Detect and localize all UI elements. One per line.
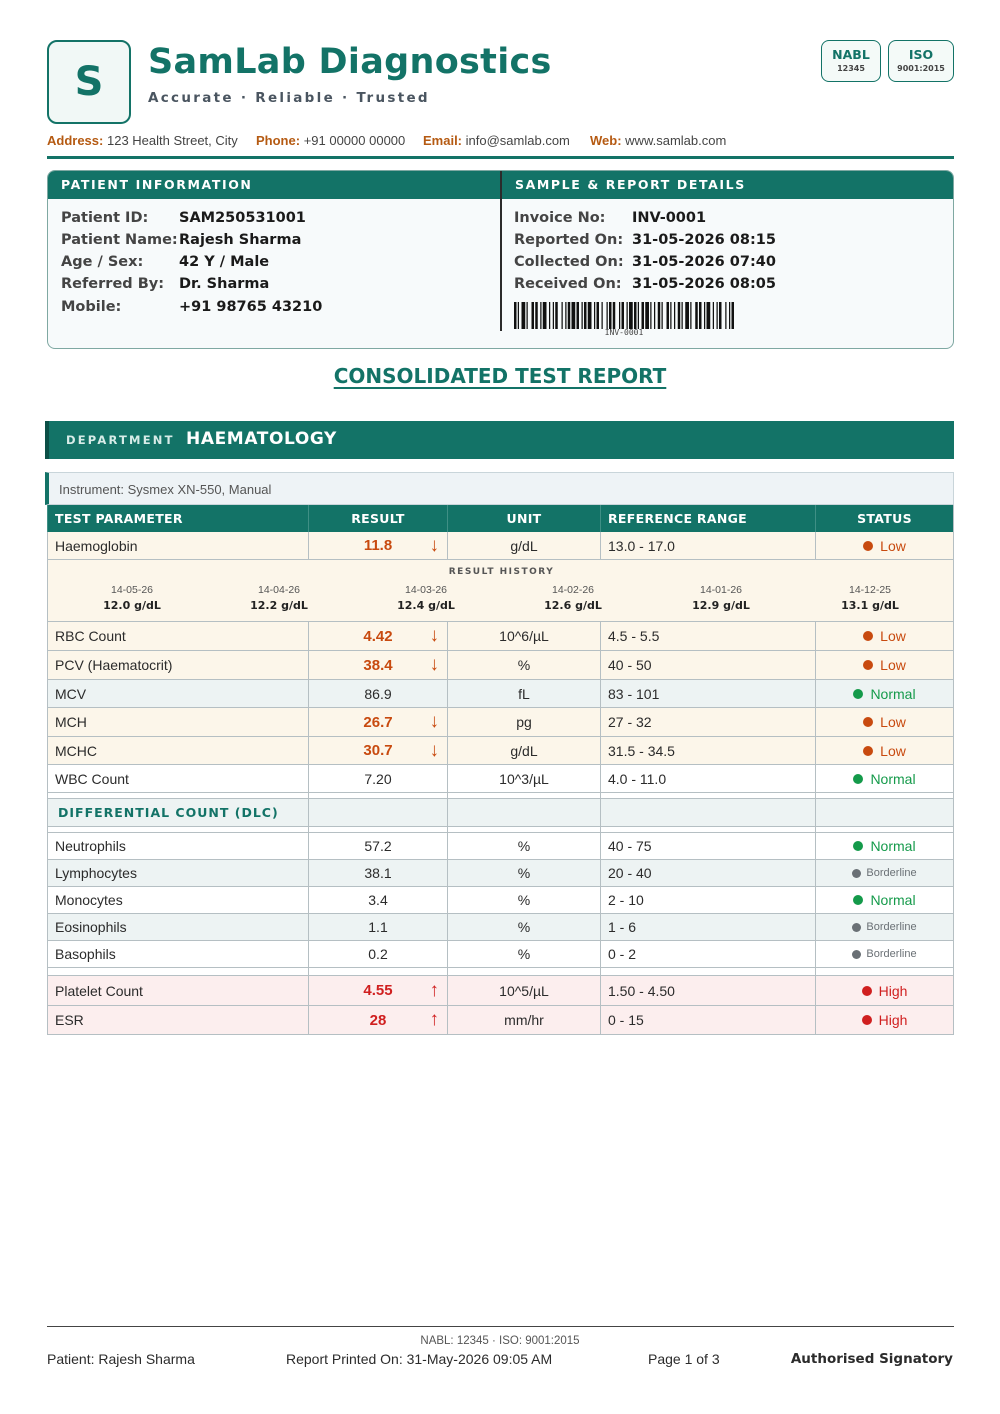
footer-divider bbox=[47, 1326, 954, 1327]
result-value: 1.1 bbox=[368, 919, 388, 935]
table-row bbox=[47, 860, 954, 887]
status-dot-icon bbox=[863, 717, 873, 727]
test-parameter: WBC Count bbox=[47, 765, 308, 792]
header-result: RESULT bbox=[308, 505, 447, 532]
result-cell bbox=[308, 860, 447, 886]
reference-range: 40 - 50 bbox=[600, 651, 815, 679]
result-value: 3.4 bbox=[368, 892, 388, 908]
barcode-bar bbox=[685, 302, 689, 329]
barcode-bar bbox=[535, 302, 538, 329]
dlc-section-row bbox=[47, 799, 954, 827]
empty-cell bbox=[447, 968, 600, 975]
status-dot-icon bbox=[853, 774, 863, 784]
result-cell bbox=[308, 1006, 447, 1034]
arrow-down-icon: ↓ bbox=[429, 625, 439, 646]
barcode-bar bbox=[707, 302, 711, 329]
instrument-info: Instrument: Sysmex XN-550, Manual bbox=[45, 472, 954, 505]
barcode-bar bbox=[584, 302, 587, 329]
barcode-bar bbox=[555, 302, 558, 329]
result-value: 26.7 bbox=[363, 713, 393, 731]
test-parameter: ESR bbox=[47, 1006, 308, 1034]
arrow-down-icon: ↓ bbox=[429, 711, 439, 732]
history-value: 12.0 g/dL bbox=[103, 599, 161, 612]
reference-range: 40 - 75 bbox=[600, 833, 815, 859]
result-history bbox=[47, 560, 954, 622]
table-row bbox=[47, 737, 954, 765]
result-value: 38.4 bbox=[363, 656, 393, 674]
barcode-bar bbox=[613, 302, 616, 329]
department-label: DEPARTMENT bbox=[66, 433, 175, 447]
history-value: 13.1 g/dL bbox=[841, 599, 899, 612]
status-badge bbox=[815, 860, 954, 886]
unit: % bbox=[447, 833, 600, 859]
reference-range: 83 - 101 bbox=[600, 680, 815, 707]
status-text: Normal bbox=[870, 838, 916, 854]
barcode bbox=[514, 302, 734, 329]
history-date: 14-03-26 bbox=[404, 584, 448, 596]
status-text: Low bbox=[880, 657, 906, 673]
result-cell bbox=[308, 737, 447, 764]
status-badge bbox=[815, 976, 954, 1005]
status-text: Low bbox=[880, 742, 906, 759]
barcode-bar bbox=[658, 302, 661, 329]
status-dot-icon bbox=[853, 841, 863, 851]
barcode-bar bbox=[629, 302, 633, 329]
reference-range: 1 - 6 bbox=[600, 914, 815, 940]
empty-cell bbox=[600, 827, 815, 832]
status-dot-icon bbox=[863, 746, 873, 756]
lab-logo: S bbox=[47, 40, 131, 124]
empty-cell bbox=[600, 799, 815, 826]
status-dot-icon bbox=[852, 950, 861, 959]
empty-cell bbox=[815, 827, 954, 832]
status-dot-icon bbox=[852, 869, 861, 878]
test-parameter: MCHC bbox=[47, 737, 308, 764]
header-divider bbox=[47, 156, 954, 159]
barcode-bar bbox=[609, 302, 612, 329]
barcode-bar bbox=[565, 302, 566, 329]
empty-cell bbox=[47, 793, 308, 798]
unit: 10^3/µL bbox=[447, 765, 600, 792]
footer-printed-on: Report Printed On: 31-May-2026 09:05 AM bbox=[286, 1351, 553, 1367]
reference-range: 4.5 - 5.5 bbox=[600, 622, 815, 650]
result-cell bbox=[308, 680, 447, 707]
reference-range: 2 - 10 bbox=[600, 887, 815, 913]
unit: % bbox=[447, 860, 600, 886]
status-badge bbox=[815, 1006, 954, 1034]
barcode-bar bbox=[678, 302, 681, 329]
table-row bbox=[47, 765, 954, 793]
barcode-bar bbox=[532, 302, 535, 329]
barcode-bar bbox=[582, 302, 583, 329]
result-cell bbox=[308, 651, 447, 679]
test-parameter: MCH bbox=[47, 708, 308, 736]
status-text: Normal bbox=[870, 892, 916, 908]
arrow-down-icon: ↓ bbox=[429, 739, 439, 761]
empty-cell bbox=[47, 827, 308, 832]
patient-info-heading: PATIENT INFORMATION bbox=[48, 171, 500, 199]
barcode-bar bbox=[634, 302, 637, 329]
reference-range: 31.5 - 34.5 bbox=[600, 737, 815, 764]
barcode-bar bbox=[522, 302, 526, 329]
barcode-bar bbox=[527, 302, 528, 329]
arrow-down-icon: ↓ bbox=[429, 654, 439, 675]
barcode-bar bbox=[577, 302, 580, 329]
arrow-up-icon: ↑ bbox=[429, 1009, 439, 1030]
barcode-text: INV-0001 bbox=[604, 328, 644, 337]
status-text: Low bbox=[880, 537, 906, 554]
status-text: Normal bbox=[870, 770, 916, 787]
barcode-bar bbox=[670, 302, 671, 329]
barcode-bar bbox=[594, 302, 595, 329]
status-text: Low bbox=[880, 714, 906, 730]
empty-cell bbox=[600, 793, 815, 798]
test-parameter: MCV bbox=[47, 680, 308, 707]
unit: fL bbox=[447, 680, 600, 707]
result-value: 57.2 bbox=[364, 838, 392, 854]
status-badge bbox=[815, 765, 954, 792]
header-reference-range: REFERENCE RANGE bbox=[600, 505, 815, 532]
status-badge bbox=[815, 887, 954, 913]
header-test-parameter: TEST PARAMETER bbox=[47, 505, 308, 532]
history-value: 12.9 g/dL bbox=[692, 599, 750, 612]
result-value: 4.55 bbox=[363, 982, 393, 999]
test-parameter: Basophils bbox=[47, 941, 308, 967]
status-text: High bbox=[878, 1012, 908, 1028]
empty-cell bbox=[815, 793, 954, 798]
barcode-bar bbox=[572, 302, 576, 329]
barcode-bar bbox=[729, 302, 730, 329]
barcode-bar bbox=[704, 302, 705, 329]
status-badge bbox=[815, 622, 954, 650]
table-spacer bbox=[47, 968, 954, 976]
barcode-bar bbox=[627, 302, 628, 329]
result-value: 38.1 bbox=[364, 865, 392, 881]
unit: g/dL bbox=[447, 737, 600, 764]
header-status: STATUS bbox=[815, 505, 954, 532]
barcode-bar bbox=[553, 302, 554, 329]
reference-range: 0 - 15 bbox=[600, 1006, 815, 1034]
history-value: 12.4 g/dL bbox=[397, 599, 455, 612]
barcode-bar bbox=[597, 302, 600, 329]
barcode-bar bbox=[622, 302, 625, 329]
barcode-bar bbox=[662, 302, 663, 329]
barcode-bar bbox=[638, 302, 639, 329]
patient-sample-box: PATIENT INFORMATION SAMPLE & REPORT DETAILS Patient ID: SAM250531001 Patient Name: Rajesh Sharma Age / Sex: 42 Y / Male Referred By: Dr. Sharma Mobile: +91 98765 43210 Invoice No: INV-0001 Reported On: 31-05-2026 08:15 Collected On: 31-05-2026 07:40 Received On: 31-05-2026 08:05 INV-0001 bbox=[47, 170, 954, 349]
result-cell bbox=[308, 708, 447, 736]
report-title: CONSOLIDATED TEST REPORT bbox=[333, 364, 667, 388]
status-dot-icon bbox=[853, 689, 863, 699]
test-parameter: Haemoglobin bbox=[47, 532, 308, 559]
footer-accreditation: NABL: 12345 · ISO: 9001:2015 bbox=[420, 1335, 580, 1347]
barcode-bar bbox=[588, 302, 592, 329]
barcode-bar bbox=[682, 302, 683, 329]
history-date: 14-01-26 bbox=[699, 584, 743, 596]
test-parameter: Platelet Count bbox=[47, 976, 308, 1005]
barcode-bar bbox=[540, 302, 541, 329]
badge-title: NABL bbox=[832, 47, 870, 62]
history-item bbox=[72, 584, 192, 612]
empty-cell bbox=[447, 827, 600, 832]
reference-range: 20 - 40 bbox=[600, 860, 815, 886]
barcode-bar bbox=[713, 302, 714, 329]
history-date: 14-02-26 bbox=[551, 584, 595, 596]
barcode-bar bbox=[514, 302, 517, 329]
empty-cell bbox=[308, 968, 447, 975]
lab-name: SamLab Diagnostics bbox=[148, 42, 552, 82]
barcode-bar bbox=[543, 302, 547, 329]
barcode-bar bbox=[642, 302, 645, 329]
reference-range: 1.50 - 4.50 bbox=[600, 976, 815, 1005]
empty-cell bbox=[308, 827, 447, 832]
status-text: Borderline bbox=[866, 948, 917, 960]
web-link[interactable]: Web: www.samlab.com bbox=[590, 133, 727, 148]
test-parameter: RBC Count bbox=[47, 622, 308, 650]
unit: % bbox=[447, 941, 600, 967]
address: Address: 123 Health Street, City bbox=[47, 133, 238, 148]
barcode-bar bbox=[667, 302, 670, 329]
empty-cell bbox=[308, 799, 447, 826]
history-item bbox=[661, 584, 781, 612]
result-history-title: RESULT HISTORY bbox=[448, 567, 555, 577]
info-divider bbox=[500, 171, 502, 331]
table-row bbox=[47, 833, 954, 860]
history-value: 12.6 g/dL bbox=[544, 599, 602, 612]
test-parameter: Eosinophils bbox=[47, 914, 308, 940]
history-item bbox=[219, 584, 339, 612]
barcode-bar bbox=[650, 302, 651, 329]
result-value: 4.42 bbox=[363, 627, 393, 645]
barcode-bar bbox=[674, 302, 675, 329]
barcode-bar bbox=[568, 302, 571, 329]
footer-signatory: Authorised Signatory bbox=[790, 1351, 953, 1367]
department-name: HAEMATOLOGY bbox=[186, 429, 337, 449]
reference-range: 27 - 32 bbox=[600, 708, 815, 736]
status-text: Borderline bbox=[866, 867, 917, 879]
arrow-down-icon: ↓ bbox=[429, 534, 439, 556]
iso-badge bbox=[888, 40, 954, 82]
barcode-bar bbox=[602, 302, 603, 329]
status-text: High bbox=[878, 982, 908, 999]
result-cell bbox=[308, 914, 447, 940]
status-dot-icon bbox=[853, 895, 863, 905]
result-value: 0.2 bbox=[368, 946, 388, 962]
barcode-bar bbox=[699, 302, 702, 329]
barcode-bar bbox=[562, 302, 563, 329]
barcode-bar bbox=[695, 302, 698, 329]
status-badge bbox=[815, 651, 954, 679]
badge-title: ISO bbox=[908, 47, 934, 62]
result-cell bbox=[308, 532, 447, 559]
result-value: 11.8 bbox=[363, 537, 393, 554]
status-dot-icon bbox=[862, 1015, 872, 1025]
history-date: 14-12-25 bbox=[848, 584, 892, 596]
status-dot-icon bbox=[862, 986, 872, 996]
result-value: 30.7 bbox=[363, 742, 393, 759]
nabl-badge bbox=[821, 40, 881, 82]
status-badge bbox=[815, 532, 954, 559]
barcode-bar bbox=[690, 302, 691, 329]
reference-range: 13.0 - 17.0 bbox=[600, 532, 815, 559]
test-parameter: Monocytes bbox=[47, 887, 308, 913]
status-badge bbox=[815, 833, 954, 859]
header-unit: UNIT bbox=[447, 505, 600, 532]
barcode-bar bbox=[549, 302, 550, 329]
table-row bbox=[47, 708, 954, 737]
arrow-up-icon: ↑ bbox=[429, 979, 439, 1001]
barcode-bar bbox=[717, 302, 718, 329]
status-badge bbox=[815, 708, 954, 736]
result-value: 86.9 bbox=[364, 685, 392, 702]
barcode-bar bbox=[607, 302, 608, 329]
unit: 10^6/µL bbox=[447, 622, 600, 650]
status-text: Borderline bbox=[866, 921, 917, 933]
unit: % bbox=[447, 651, 600, 679]
empty-cell bbox=[815, 799, 954, 826]
barcode-bar bbox=[732, 302, 735, 329]
test-parameter: Neutrophils bbox=[47, 833, 308, 859]
empty-cell bbox=[447, 799, 600, 826]
barcode-bar bbox=[518, 302, 519, 329]
empty-cell bbox=[600, 968, 815, 975]
history-value: 12.2 g/dL bbox=[250, 599, 308, 612]
unit: 10^5/µL bbox=[447, 976, 600, 1005]
result-cell bbox=[308, 887, 447, 913]
empty-cell bbox=[308, 793, 447, 798]
dlc-section-title: DIFFERENTIAL COUNT (DLC) bbox=[47, 799, 308, 826]
badge-sub: 9001:2015 bbox=[897, 64, 945, 73]
table-header-row bbox=[47, 505, 954, 532]
barcode-bar bbox=[719, 302, 722, 329]
unit: mm/hr bbox=[447, 1006, 600, 1034]
sample-info-heading: SAMPLE & REPORT DETAILS bbox=[502, 171, 954, 199]
department-bar bbox=[45, 421, 954, 459]
result-value: 28 bbox=[369, 1011, 387, 1029]
history-date: 14-04-26 bbox=[257, 584, 301, 596]
lab-tagline: Accurate · Reliable · Trusted bbox=[148, 90, 430, 106]
status-dot-icon bbox=[863, 660, 873, 670]
table-row bbox=[47, 976, 954, 1006]
history-item bbox=[810, 584, 930, 612]
table-row bbox=[47, 680, 954, 708]
table-row bbox=[47, 532, 954, 560]
status-dot-icon bbox=[852, 923, 861, 932]
empty-cell bbox=[47, 968, 308, 975]
barcode-bar bbox=[645, 302, 649, 329]
table-row bbox=[47, 914, 954, 941]
result-cell bbox=[308, 833, 447, 859]
unit: g/dL bbox=[447, 532, 600, 559]
history-item bbox=[513, 584, 633, 612]
status-dot-icon bbox=[863, 631, 873, 641]
history-item bbox=[366, 584, 486, 612]
footer-page-number: Page 1 of 3 bbox=[648, 1351, 720, 1367]
email-link[interactable]: Email: info@samlab.com bbox=[423, 133, 570, 148]
phone: Phone: +91 00000 00000 bbox=[256, 133, 406, 148]
status-dot-icon bbox=[863, 541, 873, 551]
unit: % bbox=[447, 914, 600, 940]
result-value: 7.20 bbox=[364, 770, 392, 787]
empty-cell bbox=[447, 793, 600, 798]
footer-patient: Patient: Rajesh Sharma bbox=[47, 1351, 195, 1367]
test-parameter: PCV (Haematocrit) bbox=[47, 651, 308, 679]
test-parameter: Lymphocytes bbox=[47, 860, 308, 886]
result-cell bbox=[308, 622, 447, 650]
status-text: Low bbox=[880, 628, 906, 644]
reference-range: 0 - 2 bbox=[600, 941, 815, 967]
table-row bbox=[47, 1006, 954, 1035]
unit: % bbox=[447, 887, 600, 913]
empty-cell bbox=[815, 968, 954, 975]
unit: pg bbox=[447, 708, 600, 736]
status-badge bbox=[815, 941, 954, 967]
table-row bbox=[47, 887, 954, 914]
barcode-bar bbox=[725, 302, 726, 329]
barcode-bar bbox=[619, 302, 620, 329]
badge-sub: 12345 bbox=[837, 64, 865, 73]
result-cell bbox=[308, 765, 447, 792]
table-row bbox=[47, 622, 954, 651]
result-cell bbox=[308, 976, 447, 1005]
table-row bbox=[47, 651, 954, 680]
reference-range: 4.0 - 11.0 bbox=[600, 765, 815, 792]
status-text: Normal bbox=[870, 685, 916, 702]
table-row bbox=[47, 941, 954, 968]
barcode-bar bbox=[654, 302, 655, 329]
result-cell bbox=[308, 941, 447, 967]
history-date: 14-05-26 bbox=[110, 584, 154, 596]
status-badge bbox=[815, 914, 954, 940]
status-badge bbox=[815, 680, 954, 707]
status-badge bbox=[815, 737, 954, 764]
